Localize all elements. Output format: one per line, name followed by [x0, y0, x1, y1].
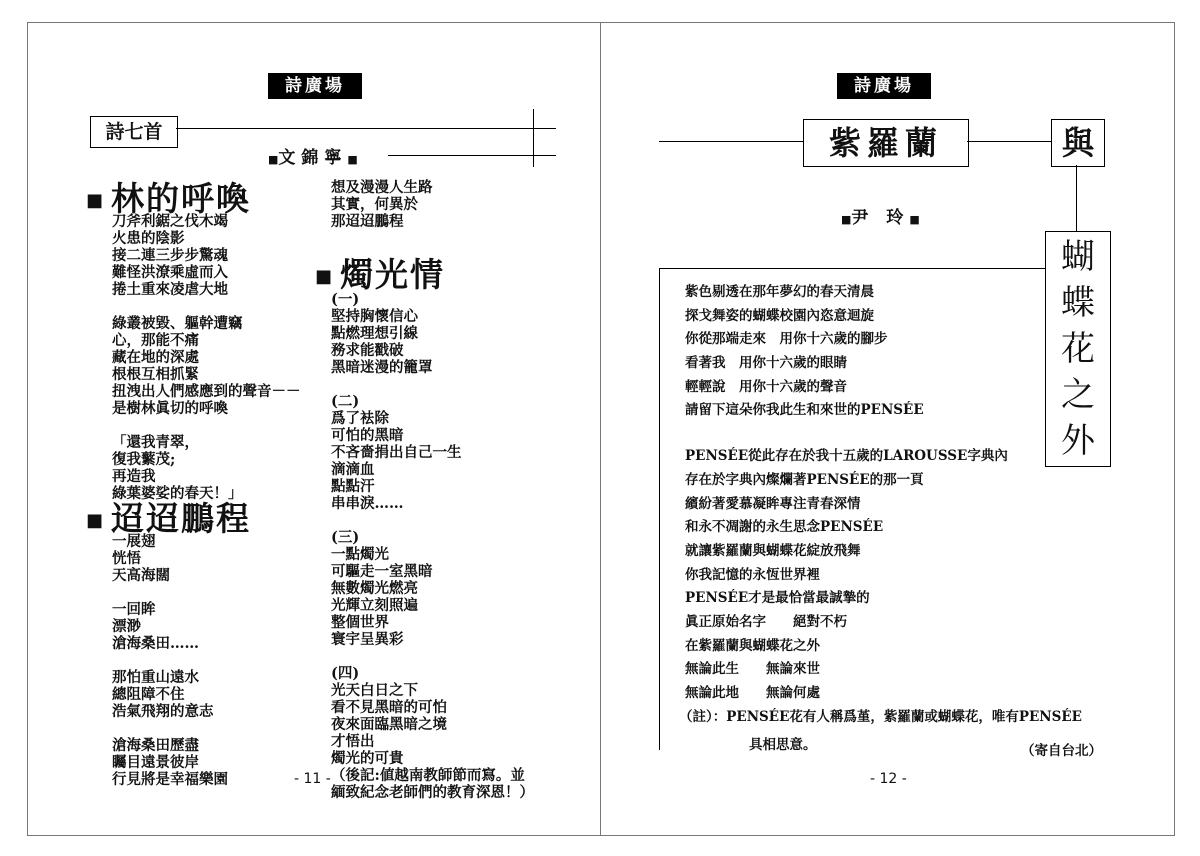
- left-page: [27, 22, 601, 836]
- poem-line: 探戈舞姿的蝴蝶校園內恣意迴旋: [685, 307, 874, 324]
- poem-line: 無論此生 無論來世: [685, 661, 820, 678]
- page-number: - 12 -: [870, 771, 907, 787]
- poem-line: 行見將是幸福樂園: [112, 771, 228, 788]
- poem-line: 藏在地的深處: [112, 349, 199, 366]
- author-marker: ■: [841, 213, 852, 226]
- poem-line: 才悟出: [331, 733, 375, 750]
- poem-line: 你從那端走來 用你十六歲的腳步: [685, 331, 888, 348]
- poem-line: 「還我青翠，: [112, 434, 199, 451]
- poem-line: 綠叢被毀、軀幹遭竊: [112, 315, 243, 332]
- sent-from: （寄自台北）: [1021, 743, 1102, 759]
- poem-line: 和永不凋謝的永生思念PENSÉE: [685, 519, 884, 536]
- poem-line: 點點汗: [331, 478, 375, 495]
- poem-line: 滄海桑田……: [112, 635, 199, 652]
- title-char: 蝶: [1061, 283, 1095, 323]
- poem-line: 整個世界: [331, 614, 389, 631]
- poem-line: 一點燭光: [331, 546, 389, 563]
- poem-line: 再造我: [112, 468, 156, 485]
- poem-line: 天高海闊: [112, 567, 170, 584]
- poem-line: 夜來面臨黑暗之境: [331, 716, 447, 733]
- poem-line: 爲了袪除: [331, 410, 389, 427]
- section-tag: 詩廣場: [268, 73, 362, 99]
- footnote: （註）：PENSÉE花有人稱爲堇，紫羅蘭或蝴蝶花，唯有PENSÉE: [679, 708, 1082, 725]
- poem-line: 點燃理想引線: [331, 325, 418, 342]
- poem-line: 眞正原始名字 絕對不朽: [685, 613, 847, 630]
- poem-line: 黑暗迷漫的籠罩: [331, 359, 433, 376]
- poem-line: 其實，何異於: [331, 196, 418, 213]
- poem-title: ■ 燭光情: [315, 255, 446, 294]
- poem-line: 可怕的黑暗: [331, 427, 404, 444]
- poem-line: PENSÉE從此存在於我十五歲的LAROUSSE字典內: [685, 448, 1008, 465]
- poem-line: 就讓紫羅蘭與蝴蝶花綻放飛舞: [685, 542, 861, 559]
- poem-line: 漂渺: [112, 618, 141, 635]
- poem-title: ■ 林的呼喚: [86, 179, 252, 218]
- poem-line: 燭光的可貴: [331, 750, 404, 767]
- poem-line: 輕輕說 用你十六歲的聲音: [685, 378, 847, 395]
- poem-line: (一): [331, 291, 360, 308]
- poem-line: 無論此地 無論何處: [685, 685, 820, 701]
- poem-line: 恍悟: [112, 550, 141, 567]
- poem-line: 滴滴血: [331, 461, 375, 478]
- poem-line: 接二連三步步驚魂: [112, 247, 228, 264]
- poem-line: 緬致紀念老師們的教育深恩！）: [331, 784, 534, 801]
- poem-line: 捲土重來凌虐大地: [112, 281, 228, 298]
- author-byline: ■尹 玲■: [841, 208, 920, 228]
- poem-line: （後記:値越南教師節而寫。並: [331, 767, 525, 784]
- poem-stanza: [679, 281, 1082, 729]
- footnote-continued: 具相思意。: [749, 737, 817, 753]
- poem-line: 串串淚……: [331, 495, 404, 512]
- poem-line: 寰宇呈異彩: [331, 631, 404, 648]
- poem-line: 難怪洪潦乘虛而入: [112, 264, 228, 281]
- poem-line: 務求能戳破: [331, 342, 404, 359]
- body-frame-top: [659, 268, 1045, 269]
- author-name: 文錦寧: [278, 148, 348, 168]
- poem-line: 浩氣飛翔的意志: [112, 703, 214, 720]
- title-box-main: 紫羅蘭: [803, 119, 969, 167]
- header-rule-lower: [388, 155, 556, 156]
- poem-line: 堅持胸懷信心: [331, 308, 418, 325]
- poem-title: ■ 迢迢鵬程: [86, 499, 252, 538]
- poem-line: 紫色剔透在那年夢幻的春天清晨: [685, 284, 874, 300]
- title-char: 蝴: [1061, 237, 1095, 277]
- title-box-connector: 與: [1051, 119, 1105, 167]
- poem-line: 火患的陰影: [112, 230, 185, 247]
- poem-line: 是樹林眞切的呼喚: [112, 400, 228, 417]
- poem-line: 你我記憶的永恆世界裡: [685, 566, 820, 583]
- poem-line: 想及漫漫人生路: [331, 179, 433, 196]
- series-title: 詩七首: [90, 116, 178, 148]
- title-rule-vertical: [1076, 165, 1077, 231]
- poem-lines: [112, 213, 301, 502]
- title-char: 外: [1061, 421, 1095, 461]
- poem-lines: [112, 533, 228, 788]
- section-tag: 詩廣場: [837, 73, 931, 99]
- poem-line: PENSÉE才是最恰當最誠摯的: [685, 590, 870, 607]
- title-char: 之: [1061, 375, 1095, 415]
- poem-line: 存在於字典內燦爛著PENSÉE的那一頁: [685, 471, 924, 488]
- poem-line: 根根互相抓緊: [112, 366, 199, 383]
- poem-line: 看著我 用你十六歲的眼睛: [685, 355, 847, 372]
- poem-lines: [331, 291, 534, 801]
- poem-line: 心，那能不痛: [112, 332, 199, 349]
- author-name: 尹 玲: [851, 208, 910, 228]
- poem-line: 光輝立刻照遍: [331, 597, 418, 614]
- poem-line: 看不見黑暗的可怕: [331, 699, 447, 716]
- poem-line: 總阻障不住: [112, 686, 185, 703]
- poem-line: 扭洩出人們感應到的聲音－－: [112, 383, 301, 400]
- poem-line: 復我蘩茂;: [112, 451, 176, 468]
- poem-line: 不吝嗇捐出自己一生: [331, 444, 462, 461]
- poem-line: 一展翅: [112, 533, 156, 550]
- poem-line: 在紫羅蘭與蝴蝶花之外: [685, 637, 820, 654]
- author-marker: ■: [268, 153, 279, 166]
- poem-line: 那怕重山遠水: [112, 669, 199, 686]
- poem-line: 綠葉婆娑的春天！」: [112, 485, 243, 502]
- page-number: - 11 -: [294, 771, 331, 787]
- header-rule-upper: [176, 128, 556, 129]
- poem-line: 滄海桑田歷盡: [112, 737, 199, 754]
- body-frame-left: [659, 268, 660, 750]
- poem-line: 矚目遠景彼岸: [112, 754, 199, 771]
- poem-line: 繽紛著愛慕凝眸專注青春深情: [685, 495, 861, 512]
- title-rule-middle: [967, 141, 1051, 142]
- title-rule-left: [659, 141, 803, 142]
- poem-line: 那迢迢鵬程: [331, 213, 404, 230]
- poem-line: 可驅走一室黑暗: [331, 563, 433, 580]
- poem-line: (二): [331, 393, 360, 410]
- right-page: [600, 22, 1175, 836]
- poem-line: 光天白日之下: [331, 682, 418, 699]
- title-char: 花: [1061, 329, 1095, 369]
- poem-line: (三): [331, 529, 360, 546]
- author-byline: ■文錦寧■: [268, 148, 358, 168]
- poem-line: 請留下這朵你我此生和來世的PENSÉE: [685, 402, 924, 419]
- poem-line: (四): [331, 665, 360, 682]
- poem-lines-continued: [331, 179, 433, 230]
- header-rule-vertical: [533, 109, 534, 167]
- poem-line: 一回眸: [112, 601, 156, 618]
- poem-line: 刀斧利鋸之伐木竭: [112, 213, 228, 230]
- poem-line: 無數燭光燃亮: [331, 580, 418, 597]
